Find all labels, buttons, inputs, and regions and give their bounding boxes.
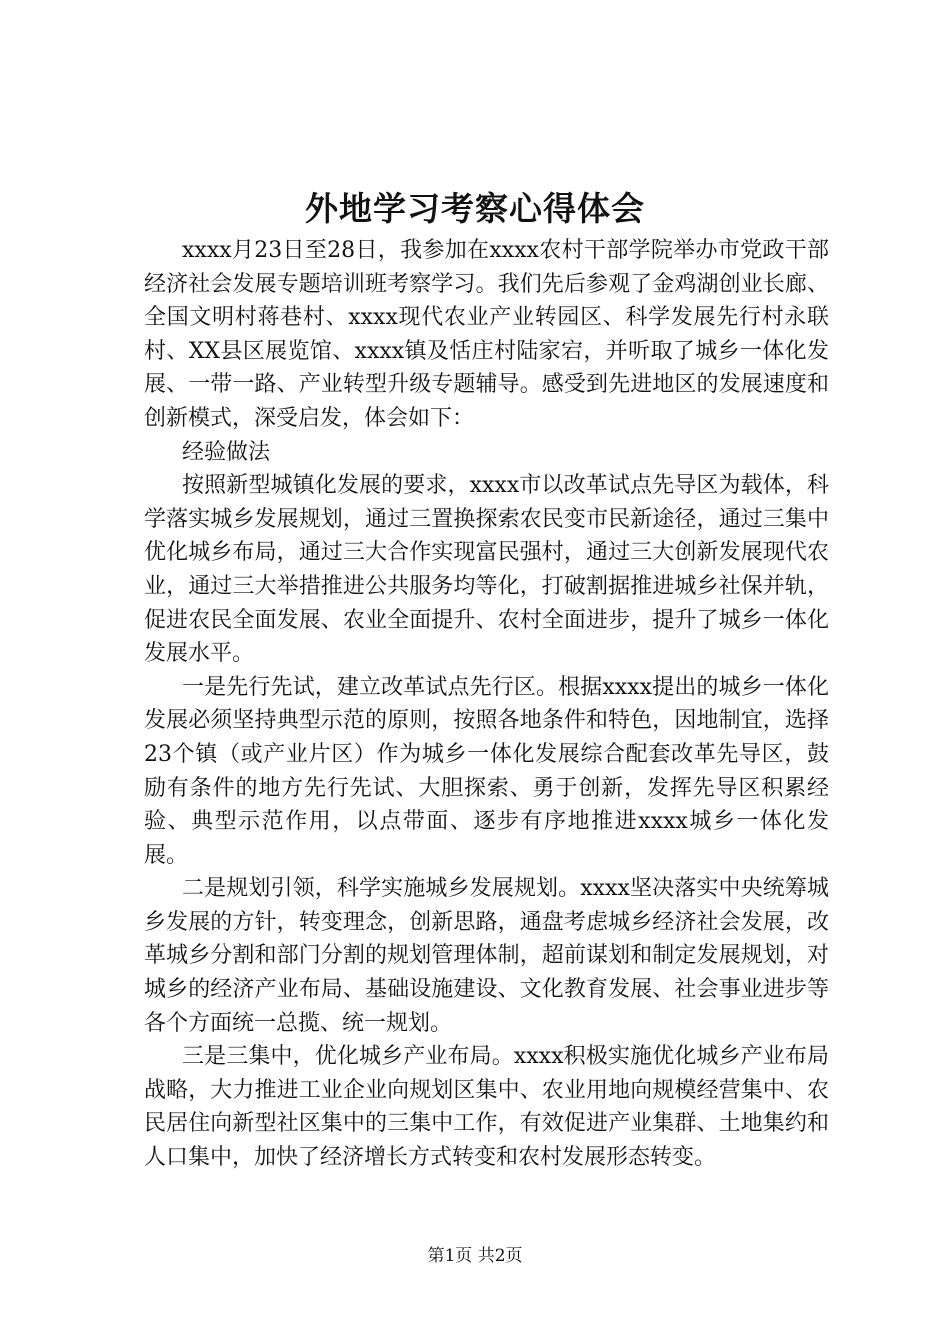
paragraph-overview: 按照新型城镇化发展的要求，xxxx市以改革试点先导区为载体，科学落实城乡发展规划，通过三置换探索农民变市民新途径，通过三集中优化城乡布局，通过三大合作实现富民强村，通过三大创新发展现代农业，通过三大举措推进公共服务均等化，打破割据推进城乡社保并轨，促进农民全面发展、农业全面提升、农村全面进步，提升了城乡一体化发展水平。: [144, 473, 829, 667]
paragraph-point-two: 二是规划引领，科学实施城乡发展规划。xxxx坚决落实中央统筹城乡发展的方针，转变理念，创新思路，通盘考虑城乡经济社会发展，改革城乡分割和部门分割的规划管理体制，超前谋划和制定发展规划，对城乡的经济产业布局、基础设施建设、文化教育发展、社会事业进步等各个方面统一总揽、统一规划。: [144, 876, 829, 1036]
section-heading: 经验做法: [182, 439, 271, 465]
document-title: 外地学习考察心得体会: [305, 189, 645, 228]
paragraph-point-one: 一是先行先试，建立改革试点先行区。根据xxxx提出的城乡一体化发展必须坚持典型示范的原则，按照各地条件和特色，因地制宜，选择23个镇（或产业片区）作为城乡一体化发展综合配套改革先导区，鼓励有条件的地方先行先试、大胆探索、勇于创新，发挥先导区积累经验、典型示范作用，以点带面、逐步有序地推进xxxx城乡一体化发展。: [144, 674, 829, 868]
paragraph-intro: xxxx月23日至28日，我参加在xxxx农村干部学院举办市党政干部经济社会发展专题培训班考察学习。我们先后参观了金鸡湖创业长廊、全国文明村蒋巷村、xxxx现代农业产业转园区、科学发展先行村永联村、XX县区展览馆、xxxx镇及恬庄村陆家宕，并听取了城乡一体化发展、一带一路、产业转型升级专题辅导。感受到先进地区的发展速度和创新模式，深受启发，体会如下：: [144, 238, 829, 431]
document-body: [144, 234, 829, 1175]
paragraph-point-three: 三是三集中，优化城乡产业布局。xxxx积极实施优化城乡产业布局战略，大力推进工业企业向规划区集中、农业用地向规模经营集中、农民居住向新型社区集中的三集中工作，有效促进产业集群、土地集约和人口集中，加快了经济增长方式转变和农村发展形态转变。: [144, 1044, 829, 1171]
page-number-footer: 第1页 共2页: [427, 1246, 523, 1266]
